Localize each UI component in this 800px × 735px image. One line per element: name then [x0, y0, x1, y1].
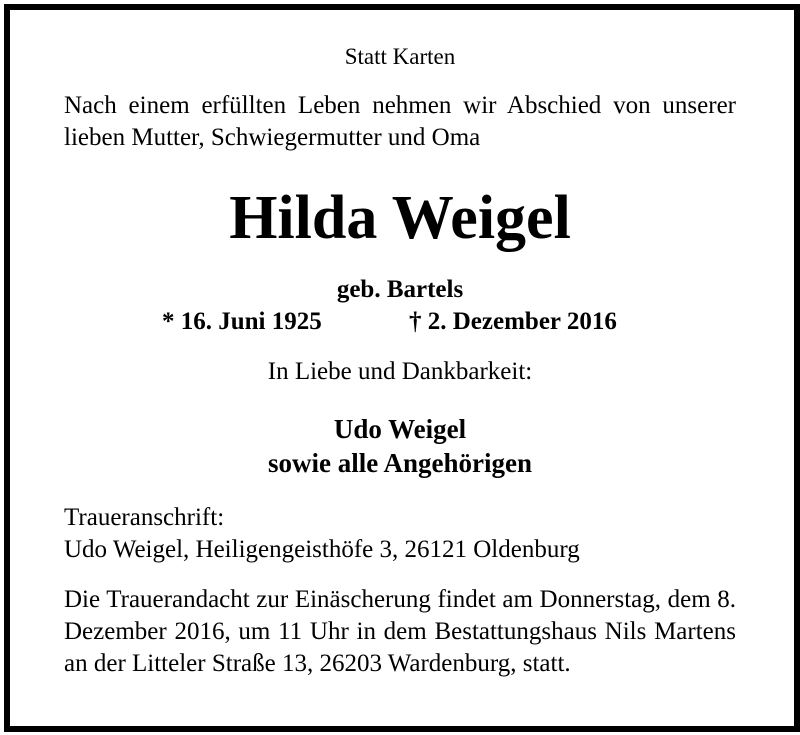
- ceremony-text: Die Trauerandacht zur Einäscherung findet am Donnerstag, dem 8. Dezember 2016, um 11 Uhr in dem Bestattungshaus Nils Martens an der Litteler Straße 13, 26203 Wardenburg, statt.: [64, 586, 736, 677]
- address-text: Udo Weigel, Heiligengeisthöfe 3, 26121 Oldenburg: [64, 536, 580, 563]
- mourner-others: sowie alle Angehörigen: [268, 448, 532, 478]
- birth-date: * 16. Juni 1925: [162, 308, 322, 335]
- life-dates: [64, 306, 736, 338]
- mourner-main: Udo Weigel: [333, 414, 467, 444]
- love-line: In Liebe und Dankbarkeit:: [267, 358, 533, 385]
- deceased-name: Hilda Weigel: [229, 184, 571, 252]
- notice-header: Statt Karten: [344, 44, 456, 69]
- address-label: Traueranschrift:: [64, 504, 225, 531]
- intro-text: Nach einem erfüllten Leben nehmen wir Abschied von unserer lieben Mutter, Schwiegermutter und Oma: [64, 92, 736, 151]
- born-name: geb. Bartels: [336, 276, 464, 303]
- address-block: [64, 502, 736, 566]
- death-date: † 2. Dezember 2016: [409, 308, 617, 335]
